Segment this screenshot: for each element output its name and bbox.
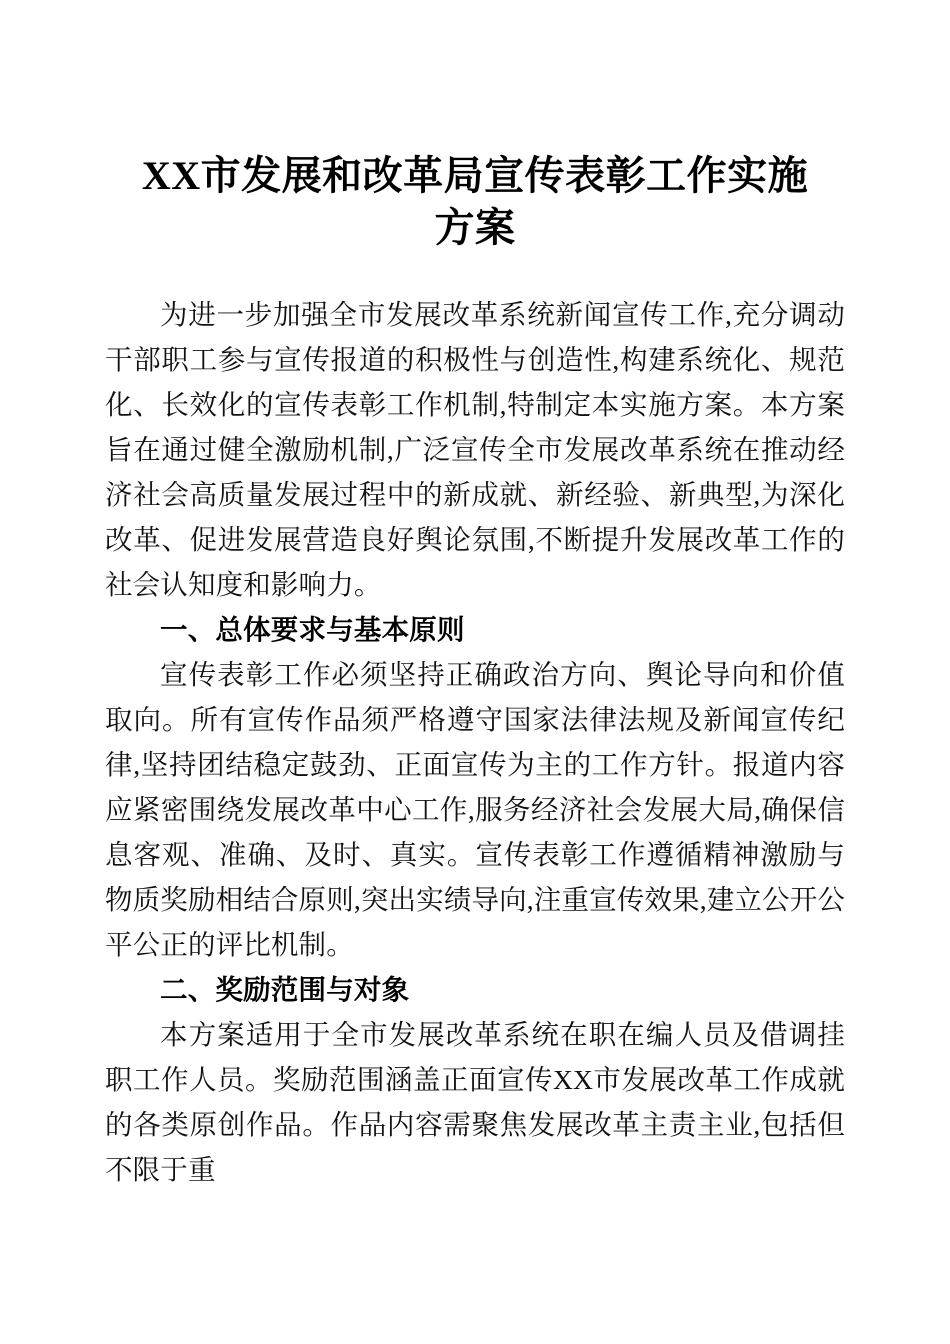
document-body [105,150,845,1192]
page-title: XX市发展和改革局宣传表彰工作实施方案 [141,153,809,250]
section-2-paragraph: 本方案适用于全市发展改革系统在职在编人员及借调挂职工作人员。奖励范围涵盖正面宣传XX市发展改革工作成就的各类原创作品。作品内容需聚焦发展改革主责主业,包括但不限于重 [105,1019,845,1185]
section-1-paragraph: 宣传表彰工作必须坚持正确政治方向、舆论导向和价值取向。所有宣传作品须严格遵守国家法律法规及新闻宣传纪律,坚持团结稳定鼓劲、正面宣传为主的工作方针。报道内容应紧密围绕发展改革中心工作,服务经济社会发展大局,确保信息客观、准确、及时、真实。宣传表彰工作遵循精神激励与物质奖励相结合原则,突出实绩导向,注重宣传效果,建立公开公平公正的评比机制。 [105,659,845,960]
section-heading-2: 二、奖励范围与对象 [160,974,410,1005]
title-body-spacer [105,254,845,292]
intro-paragraph: 为进一步加强全市发展改革系统新闻宣传工作,充分调动干部职工参与宣传报道的积极性与创造性,构建系统化、规范化、长效化的宣传表彰工作机制,特制定本实施方案。本方案旨在通过健全激励机制,广泛宣传全市发展改革系统在推动经济社会高质量发展过程中的新成就、新经验、新典型,为深化改革、促进发展营造良好舆论氛围,不断提升发展改革工作的社会认知度和影响力。 [105,299,845,600]
section-heading-1: 一、总体要求与基本原则 [160,614,465,645]
